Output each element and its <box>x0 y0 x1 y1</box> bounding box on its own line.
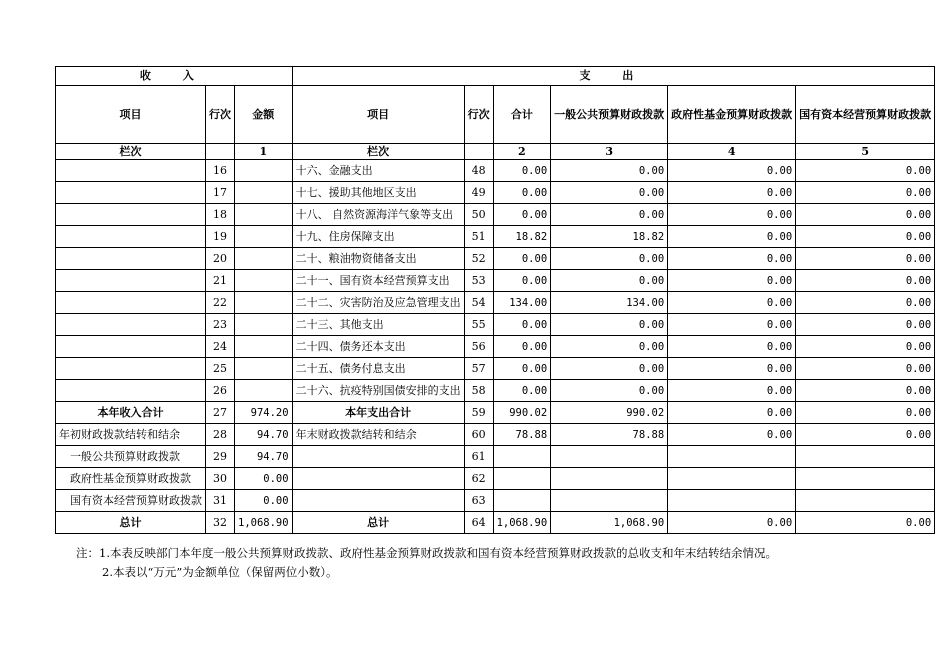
expense-line-cell: 55 <box>464 314 493 336</box>
income-item-cell <box>56 314 206 336</box>
expense-line-cell: 62 <box>464 468 493 490</box>
col-seq-2: 2 <box>493 144 551 160</box>
expense-item-cell: 二十三、其他支出 <box>292 314 464 336</box>
col-seq-empty <box>206 144 235 160</box>
general-budget-cell: 0.00 <box>551 314 668 336</box>
income-line-cell: 19 <box>206 226 235 248</box>
expense-item-cell: 十九、住房保障支出 <box>292 226 464 248</box>
state-capital-cell: 0.00 <box>796 402 935 424</box>
income-amount-cell <box>235 314 293 336</box>
expense-line-cell: 64 <box>464 512 493 534</box>
general-budget-cell: 18.82 <box>551 226 668 248</box>
income-item-cell <box>56 204 206 226</box>
general-budget-cell: 0.00 <box>551 182 668 204</box>
expense-line-cell: 58 <box>464 380 493 402</box>
gov-fund-cell: 0.00 <box>668 292 796 314</box>
col-total: 合计 <box>493 86 551 144</box>
state-capital-cell <box>796 490 935 512</box>
expense-item-cell <box>292 446 464 468</box>
expense-item-cell: 二十五、债务付息支出 <box>292 358 464 380</box>
table-row <box>56 424 935 446</box>
gov-fund-cell <box>668 446 796 468</box>
income-item-cell: 国有资本经营预算财政拨款 <box>56 490 206 512</box>
state-capital-cell <box>796 468 935 490</box>
income-amount-cell <box>235 204 293 226</box>
income-line-cell: 21 <box>206 270 235 292</box>
state-capital-cell: 0.00 <box>796 424 935 446</box>
income-amount-cell: 0.00 <box>235 490 293 512</box>
income-item-cell <box>56 336 206 358</box>
expense-item-cell: 二十一、国有资本经营预算支出 <box>292 270 464 292</box>
expense-item-cell: 二十二、灾害防治及应急管理支出 <box>292 292 464 314</box>
general-budget-cell: 0.00 <box>551 270 668 292</box>
table-row <box>56 160 935 182</box>
state-capital-cell: 0.00 <box>796 336 935 358</box>
income-amount-cell <box>235 292 293 314</box>
general-budget-cell <box>551 490 668 512</box>
expense-header: 支 出 <box>292 67 935 86</box>
gov-fund-cell: 0.00 <box>668 182 796 204</box>
total-cell: 18.82 <box>493 226 551 248</box>
total-cell: 78.88 <box>493 424 551 446</box>
state-capital-cell: 0.00 <box>796 160 935 182</box>
income-line-cell: 27 <box>206 402 235 424</box>
table-row <box>56 314 935 336</box>
income-item-cell: 总计 <box>56 512 206 534</box>
income-amount-cell <box>235 270 293 292</box>
gov-fund-cell: 0.00 <box>668 380 796 402</box>
state-capital-cell: 0.00 <box>796 182 935 204</box>
income-item-cell: 本年收入合计 <box>56 402 206 424</box>
col-line-out: 行次 <box>464 86 493 144</box>
table-row <box>56 204 935 226</box>
general-budget-cell: 0.00 <box>551 248 668 270</box>
general-budget-cell: 990.02 <box>551 402 668 424</box>
col-seq-5: 5 <box>796 144 935 160</box>
income-item-cell <box>56 358 206 380</box>
gov-fund-cell: 0.00 <box>668 160 796 182</box>
income-item-cell <box>56 380 206 402</box>
total-cell: 0.00 <box>493 182 551 204</box>
col-gov-fund: 政府性基金预算财政拨款 <box>668 86 796 144</box>
income-line-cell: 30 <box>206 468 235 490</box>
state-capital-cell: 0.00 <box>796 248 935 270</box>
total-cell: 0.00 <box>493 380 551 402</box>
income-line-cell: 28 <box>206 424 235 446</box>
income-item-cell: 年初财政拨款结转和结余 <box>56 424 206 446</box>
total-cell: 0.00 <box>493 270 551 292</box>
col-seq-1: 1 <box>235 144 293 160</box>
income-line-cell: 26 <box>206 380 235 402</box>
expense-item-cell: 总计 <box>292 512 464 534</box>
total-cell: 134.00 <box>493 292 551 314</box>
expense-item-cell: 二十四、债务还本支出 <box>292 336 464 358</box>
income-amount-cell: 974.20 <box>235 402 293 424</box>
gov-fund-cell: 0.00 <box>668 204 796 226</box>
expense-item-cell: 二十、粮油物资储备支出 <box>292 248 464 270</box>
income-amount-cell: 94.70 <box>235 424 293 446</box>
state-capital-cell: 0.00 <box>796 226 935 248</box>
income-line-cell: 16 <box>206 160 235 182</box>
table-row <box>56 358 935 380</box>
table-row <box>56 490 935 512</box>
expense-item-cell <box>292 468 464 490</box>
income-line-cell: 22 <box>206 292 235 314</box>
gov-fund-cell: 0.00 <box>668 314 796 336</box>
income-line-cell: 24 <box>206 336 235 358</box>
general-budget-cell: 0.00 <box>551 358 668 380</box>
state-capital-cell: 0.00 <box>796 204 935 226</box>
income-amount-cell: 94.70 <box>235 446 293 468</box>
total-cell: 0.00 <box>493 248 551 270</box>
expense-item-cell: 十七、援助其他地区支出 <box>292 182 464 204</box>
general-budget-cell: 0.00 <box>551 160 668 182</box>
table-row <box>56 468 935 490</box>
income-amount-cell <box>235 160 293 182</box>
income-amount-cell <box>235 248 293 270</box>
col-item-out: 项目 <box>292 86 464 144</box>
income-line-cell: 25 <box>206 358 235 380</box>
gov-fund-cell: 0.00 <box>668 512 796 534</box>
expense-item-cell: 二十六、抗疫特别国债安排的支出 <box>292 380 464 402</box>
table-row <box>56 446 935 468</box>
total-cell <box>493 468 551 490</box>
income-line-cell: 18 <box>206 204 235 226</box>
total-cell: 0.00 <box>493 336 551 358</box>
table-row <box>56 270 935 292</box>
col-seq-empty <box>464 144 493 160</box>
income-line-cell: 29 <box>206 446 235 468</box>
state-capital-cell: 0.00 <box>796 358 935 380</box>
gov-fund-cell: 0.00 <box>668 248 796 270</box>
fiscal-appropriation-table <box>55 66 935 534</box>
col-seq-3: 3 <box>551 144 668 160</box>
gov-fund-cell: 0.00 <box>668 358 796 380</box>
expense-line-cell: 48 <box>464 160 493 182</box>
general-budget-cell: 0.00 <box>551 204 668 226</box>
general-budget-cell: 1,068.90 <box>551 512 668 534</box>
income-amount-cell <box>235 358 293 380</box>
income-line-cell: 20 <box>206 248 235 270</box>
expense-line-cell: 56 <box>464 336 493 358</box>
col-item-in: 项目 <box>56 86 206 144</box>
table-row <box>56 336 935 358</box>
col-seq-label-out: 栏次 <box>292 144 464 160</box>
total-cell: 0.00 <box>493 204 551 226</box>
expense-line-cell: 51 <box>464 226 493 248</box>
general-budget-cell: 134.00 <box>551 292 668 314</box>
general-budget-cell: 0.00 <box>551 336 668 358</box>
gov-fund-cell: 0.00 <box>668 226 796 248</box>
income-amount-cell <box>235 182 293 204</box>
state-capital-cell: 0.00 <box>796 380 935 402</box>
gov-fund-cell: 0.00 <box>668 270 796 292</box>
income-amount-cell <box>235 226 293 248</box>
table-row <box>56 182 935 204</box>
expense-line-cell: 52 <box>464 248 493 270</box>
expense-line-cell: 50 <box>464 204 493 226</box>
gov-fund-cell <box>668 490 796 512</box>
expense-line-cell: 61 <box>464 446 493 468</box>
state-capital-cell: 0.00 <box>796 314 935 336</box>
income-amount-cell: 0.00 <box>235 468 293 490</box>
expense-line-cell: 63 <box>464 490 493 512</box>
table-row <box>56 226 935 248</box>
income-amount-cell <box>235 380 293 402</box>
income-header: 收 入 <box>56 67 293 86</box>
income-item-cell <box>56 182 206 204</box>
total-cell <box>493 446 551 468</box>
income-line-cell: 32 <box>206 512 235 534</box>
col-amount: 金额 <box>235 86 293 144</box>
table-row <box>56 512 935 534</box>
expense-line-cell: 60 <box>464 424 493 446</box>
col-seq-4: 4 <box>668 144 796 160</box>
col-general: 一般公共预算财政拨款 <box>551 86 668 144</box>
state-capital-cell: 0.00 <box>796 292 935 314</box>
expense-item-cell <box>292 490 464 512</box>
total-cell <box>493 490 551 512</box>
income-item-cell <box>56 270 206 292</box>
total-cell: 1,068.90 <box>493 512 551 534</box>
col-state-capital: 国有资本经营预算财政拨款 <box>796 86 935 144</box>
total-cell: 0.00 <box>493 358 551 380</box>
income-item-cell <box>56 226 206 248</box>
expense-line-cell: 54 <box>464 292 493 314</box>
expense-item-cell: 年末财政拨款结转和结余 <box>292 424 464 446</box>
general-budget-cell <box>551 446 668 468</box>
expense-item-cell: 本年支出合计 <box>292 402 464 424</box>
state-capital-cell: 0.00 <box>796 270 935 292</box>
note-line-2: 2.本表以“万元”为金额单位（保留两位小数）。 <box>102 565 338 579</box>
income-item-cell <box>56 248 206 270</box>
expense-item-cell: 十六、金融支出 <box>292 160 464 182</box>
state-capital-cell <box>796 446 935 468</box>
table-row <box>56 402 935 424</box>
expense-line-cell: 59 <box>464 402 493 424</box>
general-budget-cell: 0.00 <box>551 380 668 402</box>
col-seq-label-in: 栏次 <box>56 144 206 160</box>
expense-line-cell: 53 <box>464 270 493 292</box>
gov-fund-cell: 0.00 <box>668 336 796 358</box>
income-item-cell: 政府性基金预算财政拨款 <box>56 468 206 490</box>
income-item-cell <box>56 292 206 314</box>
gov-fund-cell: 0.00 <box>668 402 796 424</box>
income-line-cell: 17 <box>206 182 235 204</box>
general-budget-cell <box>551 468 668 490</box>
total-cell: 990.02 <box>493 402 551 424</box>
income-line-cell: 23 <box>206 314 235 336</box>
general-budget-cell: 78.88 <box>551 424 668 446</box>
table-row <box>56 292 935 314</box>
income-amount-cell <box>235 336 293 358</box>
table-row <box>56 380 935 402</box>
expense-item-cell: 十八、 自然资源海洋气象等支出 <box>292 204 464 226</box>
col-line-in: 行次 <box>206 86 235 144</box>
total-cell: 0.00 <box>493 160 551 182</box>
income-item-cell: 一般公共预算财政拨款 <box>56 446 206 468</box>
expense-line-cell: 49 <box>464 182 493 204</box>
gov-fund-cell: 0.00 <box>668 424 796 446</box>
table-notes <box>76 544 777 582</box>
expense-line-cell: 57 <box>464 358 493 380</box>
state-capital-cell: 0.00 <box>796 512 935 534</box>
note-line-1: 注：1.本表反映部门本年度一般公共预算财政拨款、政府性基金预算财政拨款和国有资本经营预算财政拨款的总收支和年末结转结余情况。 <box>76 546 777 560</box>
gov-fund-cell <box>668 468 796 490</box>
income-line-cell: 31 <box>206 490 235 512</box>
income-amount-cell: 1,068.90 <box>235 512 293 534</box>
income-item-cell <box>56 160 206 182</box>
total-cell: 0.00 <box>493 314 551 336</box>
table-row <box>56 248 935 270</box>
